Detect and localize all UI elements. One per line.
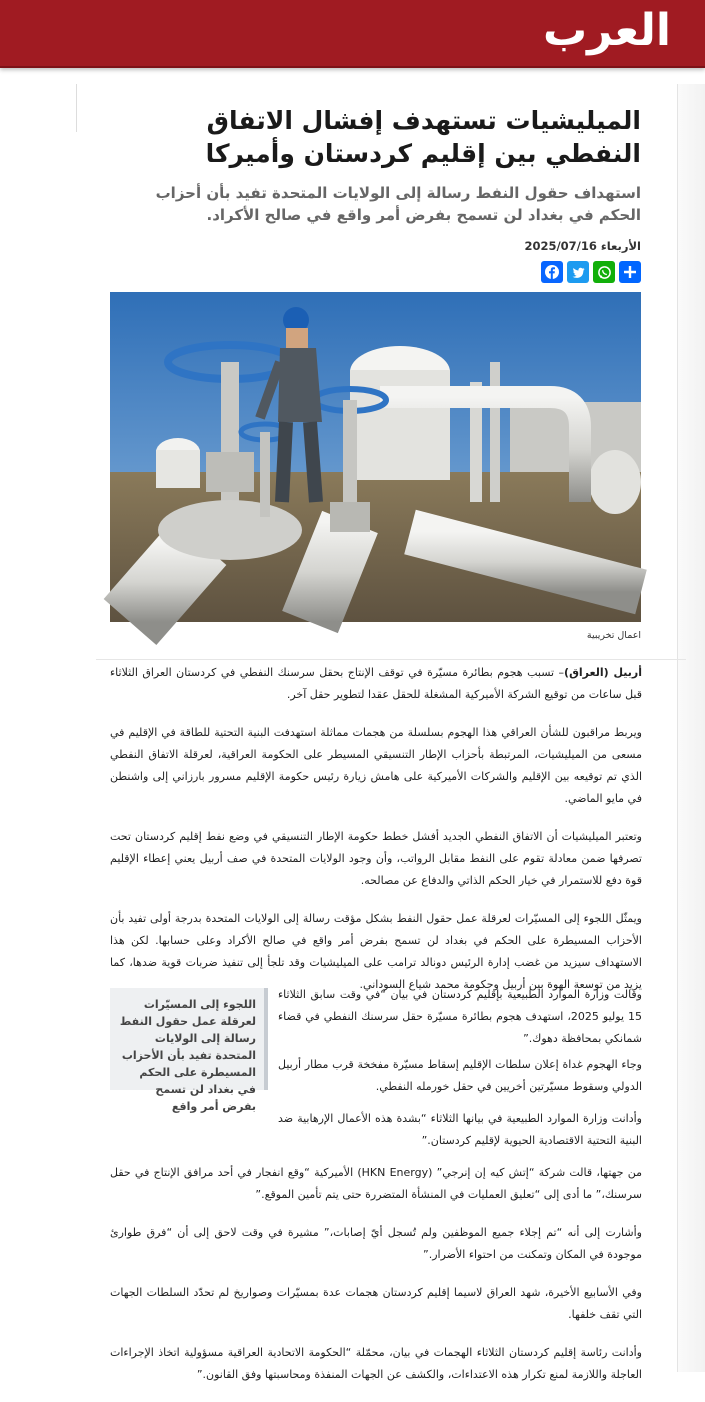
article-body-continued <box>110 1162 642 1402</box>
paragraph-7: وأدانت وزارة الموارد الطبيعية في بيانها الثلاثاء “بشدة هذه الأعمال الإرهابية ضد البنية التحتية الاقتصادية الحيوية لإقليم كردستان.” <box>278 1112 642 1147</box>
paragraph-10: وفي الأسابيع الأخيرة، شهد العراق لاسيما إقليم كردستان هجمات عدة بمسيّرات وصواريخ لم تحدّد السلطات الجهات التي تقف خلفها. <box>110 1286 642 1321</box>
paragraph-8: من جهتها، قالت شركة “إتش كيه إن إنرجي” (HKN Energy) الأميركية “وقع انفجار في أحد مرافق الإنتاج في حقل سرسنك،” ما أدى إلى “تعليق العمليات في المنشأة المتضررة حتى يتم تأمين الموقع.” <box>110 1166 642 1201</box>
paragraph-2: ويربط مراقبون للشأن العراقي هذا الهجوم بسلسلة من هجمات مماثلة استهدفت البنية التحتية للطاقة في الإقليم في مسعى من الميليشيات، المرتبطة بأحزاب الإطار التنسيقي المسيطر على الحكومة العراقية، لعرقلة الاتفاق النفطي الذي تم توقيعه بين الإقليم والشركات الأميركية على هامش زيارة رئيس حكومة الإقليم مسرور بارزاني إلى واشنطن في مايو الماضي. <box>110 726 642 805</box>
oil-facility-illustration <box>110 292 641 622</box>
article-body <box>110 662 642 1012</box>
article-photo <box>110 292 641 622</box>
lead-place: أربيل (العراق) <box>564 666 642 679</box>
paragraph-3: وتعتبر الميليشيات أن الاتفاق النفطي الجديد أفشل خطط حكومة الإطار التنسيقي في وضع نفط إقليم كردستان تحت تصرفها ضمن معادلة تقوم على النفط مقابل الرواتب، وأن وجود الولايات المتحدة في صف أربيل يعني إعطاء الإقليم قوة دفع للاستمرار في خيار الحكم الذاتي والدفاع عن مصالحه. <box>110 830 642 887</box>
divider <box>96 659 686 660</box>
paragraph-5: وقالت وزارة الموارد الطبيعية بإقليم كردستان في بيان “في وقت سابق الثلاثاء 15 يوليو 2025، استهدف هجوم بطائرة مسيّرة حقل سرسنك النفطي في قضاء شمانكي بمحافظة دهوك.” <box>278 988 643 1045</box>
paragraph-11: وأدانت رئاسة إقليم كردستان الثلاثاء الهجمات في بيان، محمّلة “الحكومة الاتحادية العراقية مسؤولية اتخاذ الإجراءات العاجلة واللازمة لمنع تكرار هذه الاعتداءات، والكشف عن الجهات المنفذة ومحاسبتها وفق القانون.” <box>110 1346 642 1381</box>
article-subtitle: استهداف حقول النفط رسالة إلى الولايات المتحدة تفيد بأن أحزاب الحكم في بغداد لن تسمح بفرض أمر واقع في صالح الأكراد. <box>155 184 641 224</box>
article-header <box>109 104 641 254</box>
share-bar <box>541 261 641 283</box>
facebook-icon[interactable] <box>541 261 563 283</box>
image-caption: اعمال تخريبية <box>586 630 641 641</box>
article-date: الأربعاء 2025/07/16 <box>524 239 641 253</box>
paragraph-9: وأشارت إلى أنه “تم إجلاء جميع الموظفين ولم تُسجل أيّ إصابات،” مشيرة في وقت لاحق إلى أن “فرق طوارئ موجودة في المكان وتمكنت من احتواء الأضرار.” <box>110 1226 642 1261</box>
article-title: الميليشيات تستهدف إفشال الاتفاق النفطي بين إقليم كردستان وأميركا <box>205 106 641 168</box>
paragraph-1-text: – تسبب هجوم بطائرة مسيّرة في توقف الإنتاج بحقل سرسنك النفطي في كردستان العراق الثلاثاء قبل ساعات من توقيع الشركة الأميركية المشغلة للحقل عقدا لتطوير حقل آخر. <box>110 666 642 701</box>
site-logo[interactable]: العرب <box>542 5 671 56</box>
pull-quote: اللجوء إلى المسيّرات لعرقلة عمل حقول النفط رسالة إلى الولايات المتحدة تفيد بأن الأحزاب المسيطرة على الحكم في بغداد لن تسمح بفرض أمر واقع <box>110 988 268 1090</box>
paragraph-1 <box>110 662 642 706</box>
left-rule <box>76 84 77 132</box>
paragraph-4: ويمثّل اللجوء إلى المسيّرات لعرقلة عمل حقول النفط بشكل مؤقت رسالة إلى الولايات المتحدة بدرجة أولى تفيد بأن الأحزاب المسيطرة على الحكم في بغداد لن تسمح بفرض أمر واقع في صالح الأكراد وعلى حسابها. لكن هذا الاستهداف سيزيد من غضب إدارة الرئيس دونالد ترامب على الميليشيات وقد تلجأ إلى تنفيذ ضربات قوية ضدها، كما يزيد من توسعة الهوة بين أربيل وحكومة محمد شياع السوداني. <box>110 912 642 991</box>
paragraph-6: وجاء الهجوم غداة إعلان سلطات الإقليم إسقاط مسيّرة مفخخة قرب مطار أربيل الدولي وسقوط مسيّرتين أخريين في حقل خورمله النفطي. <box>278 1058 642 1093</box>
site-header <box>0 0 705 68</box>
whatsapp-icon[interactable] <box>593 261 615 283</box>
right-sidebar-edge <box>677 84 705 1372</box>
share-icon[interactable] <box>619 261 641 283</box>
twitter-icon[interactable] <box>567 261 589 283</box>
